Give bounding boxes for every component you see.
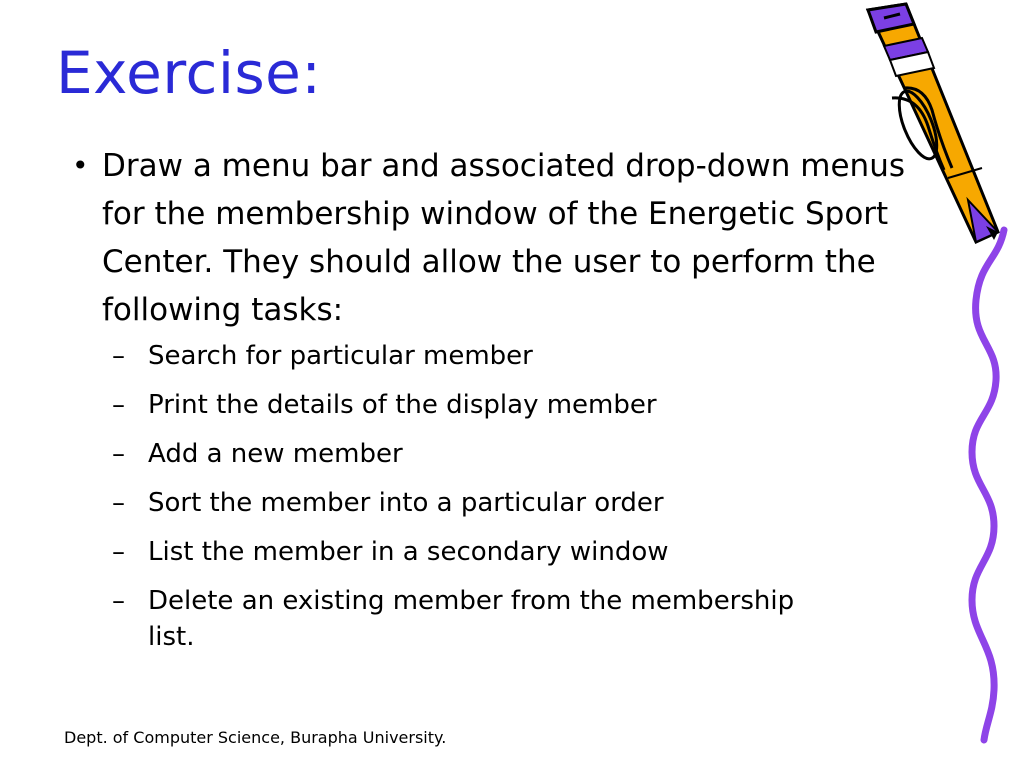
list-item <box>112 436 832 472</box>
main-bullet <box>72 142 912 334</box>
slide-title: Exercise: <box>56 39 322 107</box>
dash-icon: – <box>112 488 125 518</box>
dash-icon: – <box>112 390 125 420</box>
list-item-text: Delete an existing member from the membership list. <box>148 586 795 652</box>
list-item-text: Print the details of the display member <box>148 390 657 420</box>
dash-icon: – <box>112 537 125 567</box>
dash-icon: – <box>112 341 125 371</box>
list-item <box>112 485 832 521</box>
list-item-text: Sort the member into a particular order <box>148 488 664 518</box>
list-item <box>112 338 832 374</box>
task-list <box>112 338 832 668</box>
list-item <box>112 583 832 655</box>
footer-text: Dept. of Computer Science, Burapha University. <box>64 728 447 747</box>
dash-icon: – <box>112 586 125 616</box>
squiggle-line-icon <box>972 230 1004 740</box>
list-item <box>112 534 832 570</box>
list-item-text: List the member in a secondary window <box>148 537 669 567</box>
list-item <box>112 387 832 423</box>
decoration <box>848 0 1024 768</box>
main-bullet-area <box>72 142 912 334</box>
bullet-dot-icon: • <box>72 149 89 182</box>
list-item-text: Add a new member <box>148 439 403 469</box>
list-item-text: Search for particular member <box>148 341 533 371</box>
dash-icon: – <box>112 439 125 469</box>
main-bullet-text: Draw a menu bar and associated drop-down menus for the membership window of the Energetic Sport Center. They should allow the user to perform the following tasks: <box>102 148 906 328</box>
pencil-icon <box>868 4 998 242</box>
